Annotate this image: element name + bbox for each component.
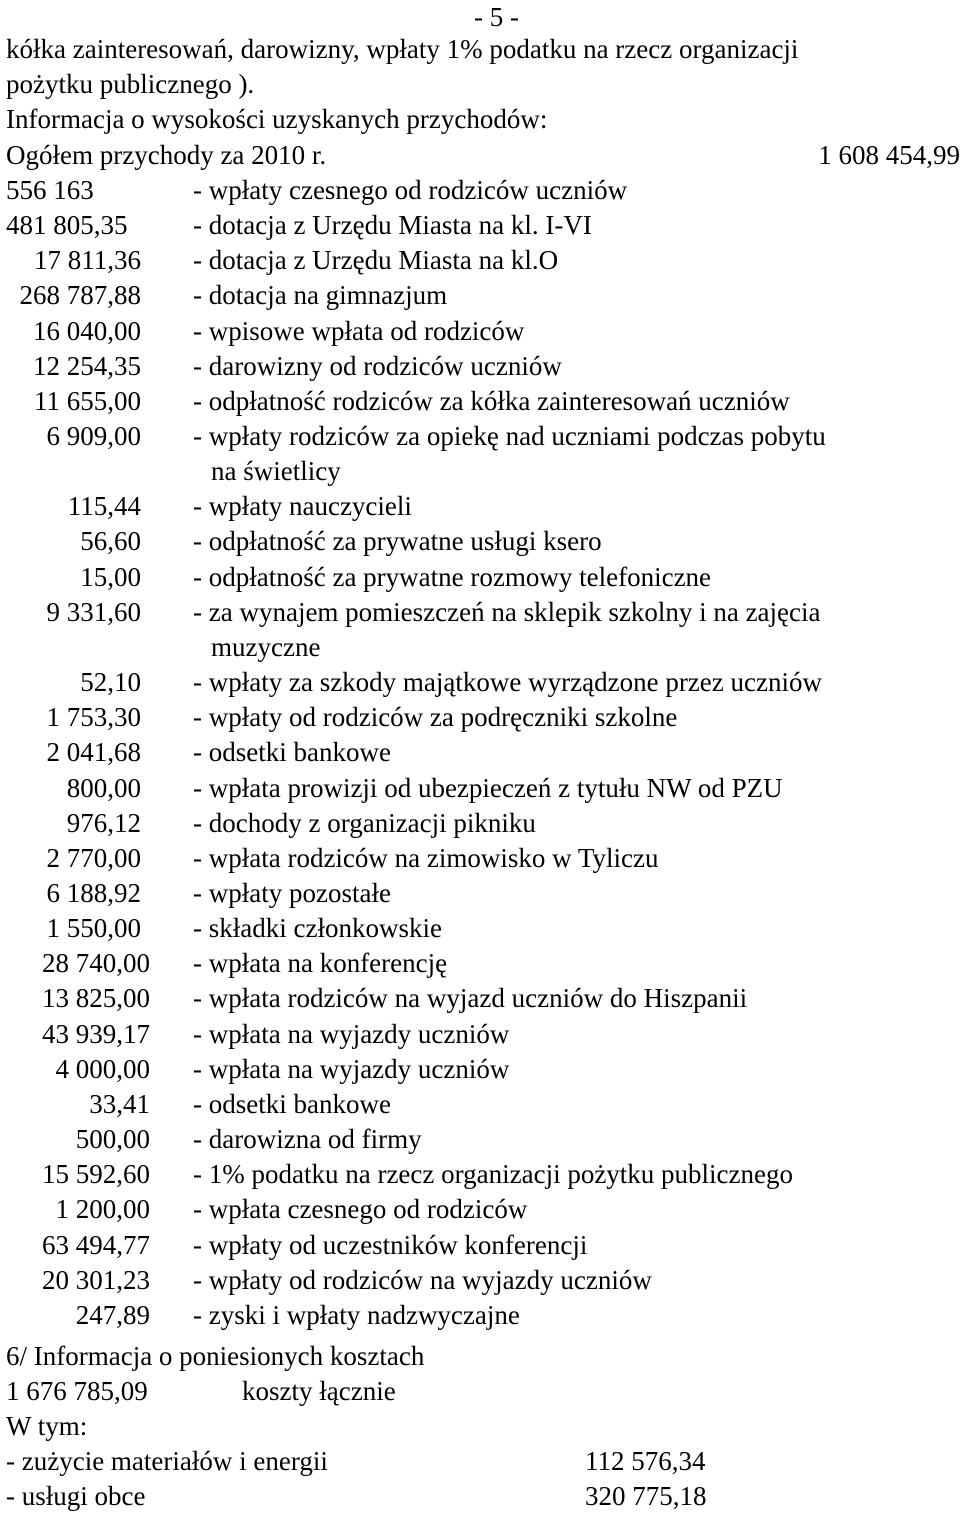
revenue-item-amount: 33,41	[89, 1089, 150, 1119]
revenue-item-description: - za wynajem pomieszczeń na sklepik szkolny i na zajęcia	[193, 597, 821, 627]
revenue-item-description-continued: na świetlicy	[211, 456, 341, 486]
revenue-item-amount: 1 550,00	[46, 913, 141, 943]
revenue-item-amount: 268 787,88	[19, 280, 141, 310]
revenue-item-amount: 247,89	[75, 1300, 150, 1330]
revenue-item-description-continued: muzyczne	[211, 632, 321, 662]
revenue-item-amount: 56,60	[80, 526, 141, 556]
intro-line-3: Informacja o wysokości uzyskanych przychodów:	[6, 104, 548, 134]
revenue-item-amount: 1 753,30	[46, 702, 141, 732]
revenue-item-amount: 4 000,00	[55, 1054, 150, 1084]
revenue-item-amount: 20 301,23	[42, 1265, 150, 1295]
cost-item-value: 112 576,34	[585, 1446, 706, 1476]
revenue-item-amount: 6 188,92	[46, 878, 141, 908]
revenue-item-description: - odsetki bankowe	[193, 1089, 391, 1119]
revenue-item-amount: 556 163	[6, 175, 94, 205]
revenue-item-description: - wpłaty od rodziców na wyjazdy uczniów	[193, 1265, 652, 1295]
revenue-item-description: - dochody z organizacji pikniku	[193, 808, 536, 838]
intro-line-1: kółka zainteresowań, darowizny, wpłaty 1% podatku na rzecz organizacji	[6, 34, 799, 64]
revenue-item-description: - wpłaty od rodziców za podręczniki szkolne	[193, 702, 678, 732]
revenue-item-description: - wpłaty za szkody majątkowe wyrządzone przez uczniów	[193, 667, 822, 697]
including-label: W tym:	[6, 1411, 88, 1441]
revenue-item-description: - odpłatność za prywatne usługi ksero	[193, 526, 602, 556]
revenue-item-description: - wpłata rodziców na wyjazd uczniów do Hiszpanii	[193, 983, 748, 1013]
revenue-item-amount: 52,10	[80, 667, 141, 697]
revenue-item-description: - wpłata czesnego od rodziców	[193, 1194, 528, 1224]
revenue-item-description: - wpłata na wyjazdy uczniów	[193, 1054, 510, 1084]
revenue-item-description: - wpisowe wpłata od rodziców	[193, 316, 525, 346]
intro-line-2: pożytku publicznego ).	[6, 69, 255, 99]
revenue-item-description: - wpłaty nauczycieli	[193, 491, 412, 521]
total-costs-value: 1 676 785,09	[6, 1376, 148, 1406]
cost-item-label: - zużycie materiałów i energii	[6, 1446, 328, 1476]
revenue-item-amount: 1 200,00	[55, 1194, 150, 1224]
revenue-item-amount: 976,12	[66, 808, 141, 838]
page-number: - 5 -	[474, 2, 519, 32]
revenue-item-description: - odpłatność rodziców za kółka zainteresowań uczniów	[193, 386, 790, 416]
revenue-item-description: - wpłata rodziców na zimowisko w Tyliczu	[193, 843, 659, 873]
revenue-item-description: - odsetki bankowe	[193, 737, 391, 767]
costs-heading: 6/ Informacja o poniesionych kosztach	[6, 1341, 425, 1371]
revenue-item-description: - 1% podatku na rzecz organizacji pożytku publicznego	[193, 1159, 794, 1189]
revenue-item-amount: 43 939,17	[42, 1019, 150, 1049]
revenue-item-amount: 63 494,77	[42, 1230, 150, 1260]
revenue-item-description: - odpłatność za prywatne rozmowy telefoniczne	[193, 562, 712, 592]
revenue-item-description: - dotacja na gimnazjum	[193, 280, 448, 310]
revenue-item-description: - wpłaty pozostałe	[193, 878, 391, 908]
revenue-item-description: - darowizny od rodziców uczniów	[193, 351, 562, 381]
revenue-item-amount: 17 811,36	[34, 245, 141, 275]
revenue-item-amount: 6 909,00	[46, 421, 141, 451]
revenue-item-description: - składki członkowskie	[193, 913, 442, 943]
revenue-item-amount: 115,44	[67, 491, 141, 521]
revenue-item-amount: 2 770,00	[46, 843, 141, 873]
revenue-item-amount: 800,00	[66, 773, 141, 803]
revenue-item-description: - darowizna od firmy	[193, 1124, 422, 1154]
revenue-item-description: - wpłaty czesnego od rodziców uczniów	[193, 175, 628, 205]
revenue-item-amount: 481 805,35	[6, 210, 128, 240]
revenue-item-description: - wpłata na wyjazdy uczniów	[193, 1019, 510, 1049]
revenue-item-amount: 13 825,00	[42, 983, 150, 1013]
revenue-item-amount: 11 655,00	[34, 386, 141, 416]
total-revenue-label: Ogółem przychody za 2010 r.	[6, 140, 327, 170]
revenue-item-amount: 15,00	[80, 562, 141, 592]
revenue-item-description: - dotacja z Urzędu Miasta na kl. I-VI	[193, 210, 592, 240]
revenue-item-description: - zyski i wpłaty nadzwyczajne	[193, 1300, 520, 1330]
revenue-item-amount: 28 740,00	[42, 948, 150, 978]
total-costs-label: koszty łącznie	[242, 1376, 396, 1406]
revenue-item-description: - dotacja z Urzędu Miasta na kl.O	[193, 245, 559, 275]
revenue-item-amount: 16 040,00	[33, 316, 141, 346]
cost-item-value: 320 775,18	[585, 1481, 707, 1511]
total-revenue-value: 1 608 454,99	[818, 140, 960, 170]
revenue-item-amount: 2 041,68	[46, 737, 141, 767]
revenue-item-amount: 12 254,35	[33, 351, 141, 381]
revenue-item-description: - wpłaty rodziców za opiekę nad uczniami podczas pobytu	[193, 421, 826, 451]
revenue-item-amount: 15 592,60	[42, 1159, 150, 1189]
cost-item-label: - usługi obce	[6, 1481, 146, 1511]
revenue-item-description: - wpłata prowizji od ubezpieczeń z tytułu NW od PZU	[193, 773, 783, 803]
revenue-item-description: - wpłaty od uczestników konferencji	[193, 1230, 588, 1260]
revenue-item-description: - wpłata na konferencję	[193, 948, 448, 978]
revenue-item-amount: 9 331,60	[46, 597, 141, 627]
revenue-item-amount: 500,00	[75, 1124, 150, 1154]
